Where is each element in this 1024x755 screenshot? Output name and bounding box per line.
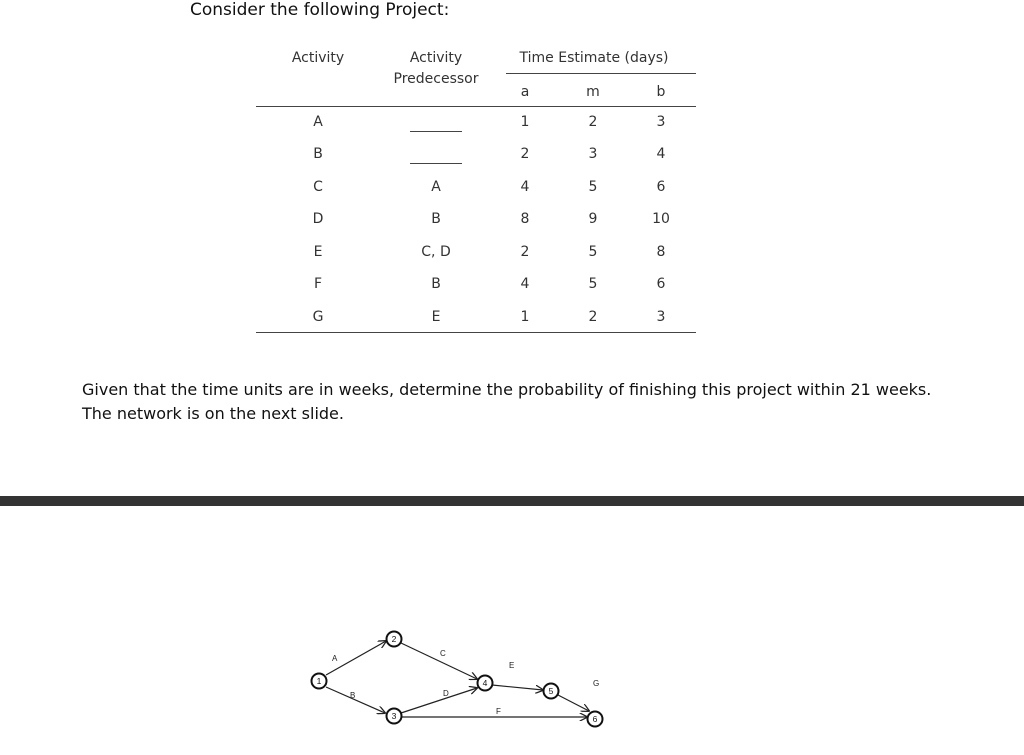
edge-d (401, 688, 477, 713)
edge-label-c: C (440, 649, 446, 658)
cell-a: 2 (520, 146, 530, 162)
slide-divider (0, 496, 1024, 506)
network-diagram (300, 620, 620, 740)
bottom-rule (256, 332, 696, 333)
header-rule (256, 106, 696, 107)
header-predecessor-line2: Predecessor (393, 71, 479, 87)
question-line-2: The network is on the next slide. (82, 404, 344, 423)
node-label: 1 (316, 676, 322, 686)
cell-m: 5 (588, 179, 598, 195)
cell-a: 2 (520, 244, 530, 260)
cell-a: 4 (520, 276, 530, 292)
node-label: 5 (548, 686, 554, 696)
edge-c (401, 643, 477, 679)
header-predecessor-line1: Activity (409, 50, 463, 66)
cell-a: 1 (520, 114, 530, 130)
header-subrule (506, 73, 696, 74)
node-2 (387, 632, 402, 647)
cell-predecessor: C, D (421, 244, 451, 260)
header-time-estimate: Time Estimate (days) (519, 50, 669, 66)
edge-e (492, 685, 543, 690)
header-a: a (520, 84, 530, 100)
cell-m: 2 (588, 114, 598, 130)
cell-a: 1 (520, 309, 530, 325)
question-text (82, 378, 992, 426)
cell-activity: F (313, 276, 323, 292)
cell-predecessor: E (431, 309, 441, 325)
cell-b: 10 (652, 211, 670, 227)
node-label: 2 (391, 634, 397, 644)
cell-m: 2 (588, 309, 598, 325)
edge-label-f: F (496, 707, 501, 716)
header-m: m (586, 84, 600, 100)
cell-b: 3 (656, 114, 666, 130)
cell-b: 8 (656, 244, 666, 260)
cell-activity: E (313, 244, 323, 260)
node-label: 3 (391, 711, 397, 721)
edge-label-g: G (593, 679, 600, 688)
question-line-1: Given that the time units are in weeks, determine the probability of finishing this project within 21 weeks. (82, 380, 932, 399)
cell-activity: D (312, 211, 324, 227)
node-4 (478, 676, 493, 691)
cell-activity: C (313, 179, 323, 195)
cell-m: 9 (588, 211, 598, 227)
cell-predecessor: A (431, 179, 441, 195)
node-5 (544, 684, 559, 699)
cell-m: 5 (588, 276, 598, 292)
cell-m: 3 (588, 146, 598, 162)
cell-b: 6 (656, 276, 666, 292)
activity-table (256, 46, 696, 336)
blank-predecessor (410, 163, 462, 164)
cell-predecessor: B (431, 276, 441, 292)
cell-b: 3 (656, 309, 666, 325)
blank-predecessor (410, 131, 462, 132)
cell-activity: B (313, 146, 323, 162)
edge-label-a: A (332, 654, 338, 663)
header-activity: Activity (291, 50, 345, 66)
edge-g (558, 695, 589, 711)
node-label: 4 (482, 678, 488, 688)
edge-label-d: D (443, 689, 449, 698)
cell-b: 4 (656, 146, 666, 162)
edge-b (326, 687, 385, 713)
cell-m: 5 (588, 244, 598, 260)
header-b: b (656, 84, 666, 100)
cell-a: 8 (520, 211, 530, 227)
node-label: 6 (592, 714, 598, 724)
cell-predecessor: B (431, 211, 441, 227)
edge-label-e: E (509, 661, 515, 670)
node-3 (387, 709, 402, 724)
node-6 (588, 712, 603, 727)
intro-text: Consider the following Project: (190, 0, 450, 20)
edge-label-b: B (350, 691, 356, 700)
node-1 (312, 674, 327, 689)
cell-activity: G (312, 309, 324, 325)
cell-activity: A (313, 114, 323, 130)
cell-a: 4 (520, 179, 530, 195)
cell-b: 6 (656, 179, 666, 195)
